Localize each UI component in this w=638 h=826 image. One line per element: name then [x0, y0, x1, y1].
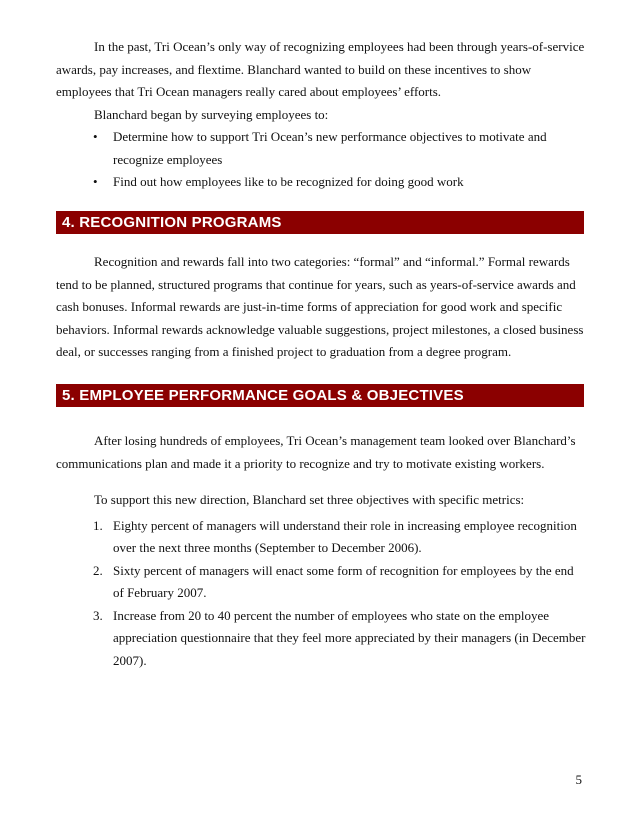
objective-number: 1. — [93, 517, 103, 533]
objective-number: 3. — [93, 607, 103, 623]
bullet-icon: • — [93, 129, 98, 144]
management-paragraph: After losing hundreds of employees, Tri Ocean’s management team looked over Blanchard’s communications plan and made it a priority to recognize and try to motivate existing workers. — [56, 433, 576, 471]
intro-paragraph: In the past, Tri Ocean’s only way of recognizing employees had been through years-of-service awards, pay increases, and flextime. Blanchard wanted to build on these incentives to show employees that Tri Ocean managers really cared about employees’ efforts. — [56, 39, 585, 99]
objectives-lead-in: To support this new direction, Blanchard set three objectives with specific metrics: — [94, 492, 525, 507]
section-heading-performance-goals: 5. EMPLOYEE PERFORMANCE GOALS & OBJECTIVES — [56, 384, 584, 407]
recognition-paragraph: Recognition and rewards fall into two categories: “formal” and “informal.” Formal rewards tend to be planned, structured programs that continue for years, such as years-of-service awards and cash bonuses. Informal rewards are just-in-time forms of appreciation for good work and specific behaviors. Informal rewards acknowledge valuable suggestions, project milestones, a closed business deal, or successes ranging from a finished project to graduation from a degree program. — [56, 254, 584, 359]
objective-text: Sixty percent of managers will enact some form of recognition for employees by the end of February 2007. — [113, 562, 574, 600]
list-item — [56, 126, 586, 171]
intro-section — [56, 36, 586, 194]
objective-text: Eighty percent of managers will understand their role in increasing employee recognition over the next three months (September to December 2006). — [113, 517, 577, 555]
objective-text: Increase from 20 to 40 percent the number of employees who state on the employee appreciation questionnaire that they feel more appreciated by their managers (in December 2007). — [113, 607, 586, 668]
list-item — [56, 560, 586, 605]
objectives-list — [56, 515, 586, 673]
page-number: 5 — [575, 772, 582, 787]
bullet-text: Find out how employees like to be recognized for doing good work — [113, 174, 464, 189]
section-heading-recognition-programs: 4. RECOGNITION PROGRAMS — [56, 211, 584, 234]
bullet-icon: • — [93, 174, 98, 189]
objective-number: 2. — [93, 562, 103, 578]
bullet-text: Determine how to support Tri Ocean’s new performance objectives to motivate and recognize employees — [113, 129, 547, 167]
list-item — [56, 515, 586, 560]
recognition-programs-section — [56, 251, 586, 364]
list-item — [56, 171, 586, 194]
list-item — [56, 605, 586, 673]
survey-lead-in: Blanchard began by surveying employees to: — [94, 106, 329, 122]
survey-bullet-list — [56, 126, 586, 194]
performance-goals-section — [56, 430, 586, 672]
